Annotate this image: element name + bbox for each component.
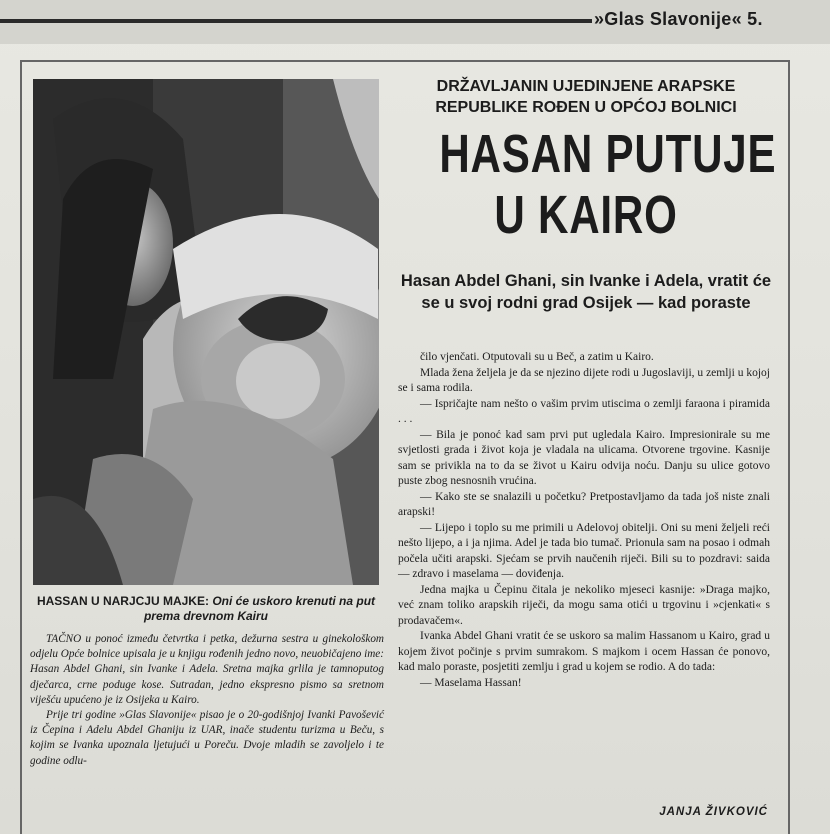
body-paragraph: Mlada žena željela je da se njezino dijete rodi u Jugoslaviji, u zemlji u kojoj se i sama rodila.: [398, 366, 770, 394]
left-paragraph: TAČNO u ponoć između četvrtka i petka, dežurna sestra u ginekološkom odjelu Opće bolnice upisala je u knjigu rođenih jedno novo, neuobičajeno ime: Hasan Abdel Ghani, sin Ivanke i Adela. Sretna majka grlila je tamnoputog dječarca, crne poduge kose. Sutradan, jedno ekspresno pismo sa sretnom viješću upućeno je iz Osijeka u Kairo.: [30, 633, 384, 706]
mother-and-baby-photo: [33, 79, 379, 585]
body-paragraph: — Maselama Hassan!: [420, 676, 522, 689]
headline-line: HASAN PUTUJE: [439, 124, 777, 184]
masthead-strip: [0, 0, 830, 44]
article-kicker: DRŽAVLJANIN UJEDINJENE ARAPSKE REPUBLIKE ROĐEN U OPĆOJ BOLNICI: [435, 78, 737, 116]
photo-caption: [30, 594, 382, 624]
body-paragraph: — Bila je ponoć kad sam prvi put ugledala Kairo. Impresionirale su me svjetlosti grada i život koja je vladala na ulicama. Otvorene trgovine. Kasnije sam se privikla na to da se život u Kairu odvija noću. Danju su ulice gotovo puste zbog nesnosnih vrućina.: [398, 428, 770, 487]
left-paragraph: Prije tri godine »Glas Slavonije« pisao je o 20-godišnjoj Ivanki Pavošević iz Čepina i Adelu Abdel Ghaniju iz UAR, inače studentu turizma u Beču, s kojim se Ivanka upoznala ljetujući u Poreču. Dvoje mladih se zavoljelo i te godine odlu-: [30, 709, 384, 767]
body-paragraph: — Kako ste se snalazili u početku? Pretpostavljamo da tada još niste znali arapski!: [398, 490, 770, 518]
body-paragraph: Ivanka Abdel Ghani vratit će se uskoro sa malim Hassanom u Kairo, grad u kojem život počinje s prvim sumrakom. S majkom i ocem Hassan će ponovo, kad malo poraste, posjetiti zemlju i grad u kojem se rodio. A do tada:: [398, 630, 770, 673]
article-subhead: Hasan Abdel Ghani, sin Ivanke i Adela, vratit će se u svoj rodni grad Osijek — kad poraste: [400, 272, 772, 312]
article-headline: [439, 124, 777, 246]
masthead-title: »Glas Slavonije« 5.: [594, 9, 763, 29]
caption-text: Oni će uskoro krenuti na put prema drevnom Kairu: [143, 594, 376, 623]
left-column-text: [30, 632, 384, 769]
masthead-rule: [0, 19, 592, 23]
headline-line: U KAIRO: [494, 185, 678, 245]
body-paragraph: — Lijepo i toplo su me primili u Adelovoj obitelji. Oni su meni željeli reći nešto lijepo, a i ja njima. Adel je tada bio tumač. Prionula sam na posao i odmah počela učiti arapski. Sjećam se prvih naučenih riječi. Bili su to pozdravi: saida — zdravo i maselama — doviđenja.: [398, 521, 770, 580]
body-paragraph: — Ispričajte nam nešto o vašim prvim utiscima o zemlji faraona i piramida . . .: [398, 397, 770, 425]
byline: JANJA ŽIVKOVIĆ: [659, 806, 768, 818]
body-paragraph: Jedna majka u Čepinu čitala je nekoliko mjeseci kasnije: »Draga majko, već znam toliko arapskih riječi, da mogu sama otići u trgovinu i »cjenkati« s prodavačem«.: [398, 583, 770, 627]
body-paragraph: čilo vjenčati. Otputovali su u Beč, a zatim u Kairo.: [420, 351, 654, 363]
caption-lead: HASSAN U NARJCJU MAJKE:: [36, 594, 209, 608]
right-column-text: [398, 350, 770, 691]
photo-illustration: [33, 79, 379, 585]
